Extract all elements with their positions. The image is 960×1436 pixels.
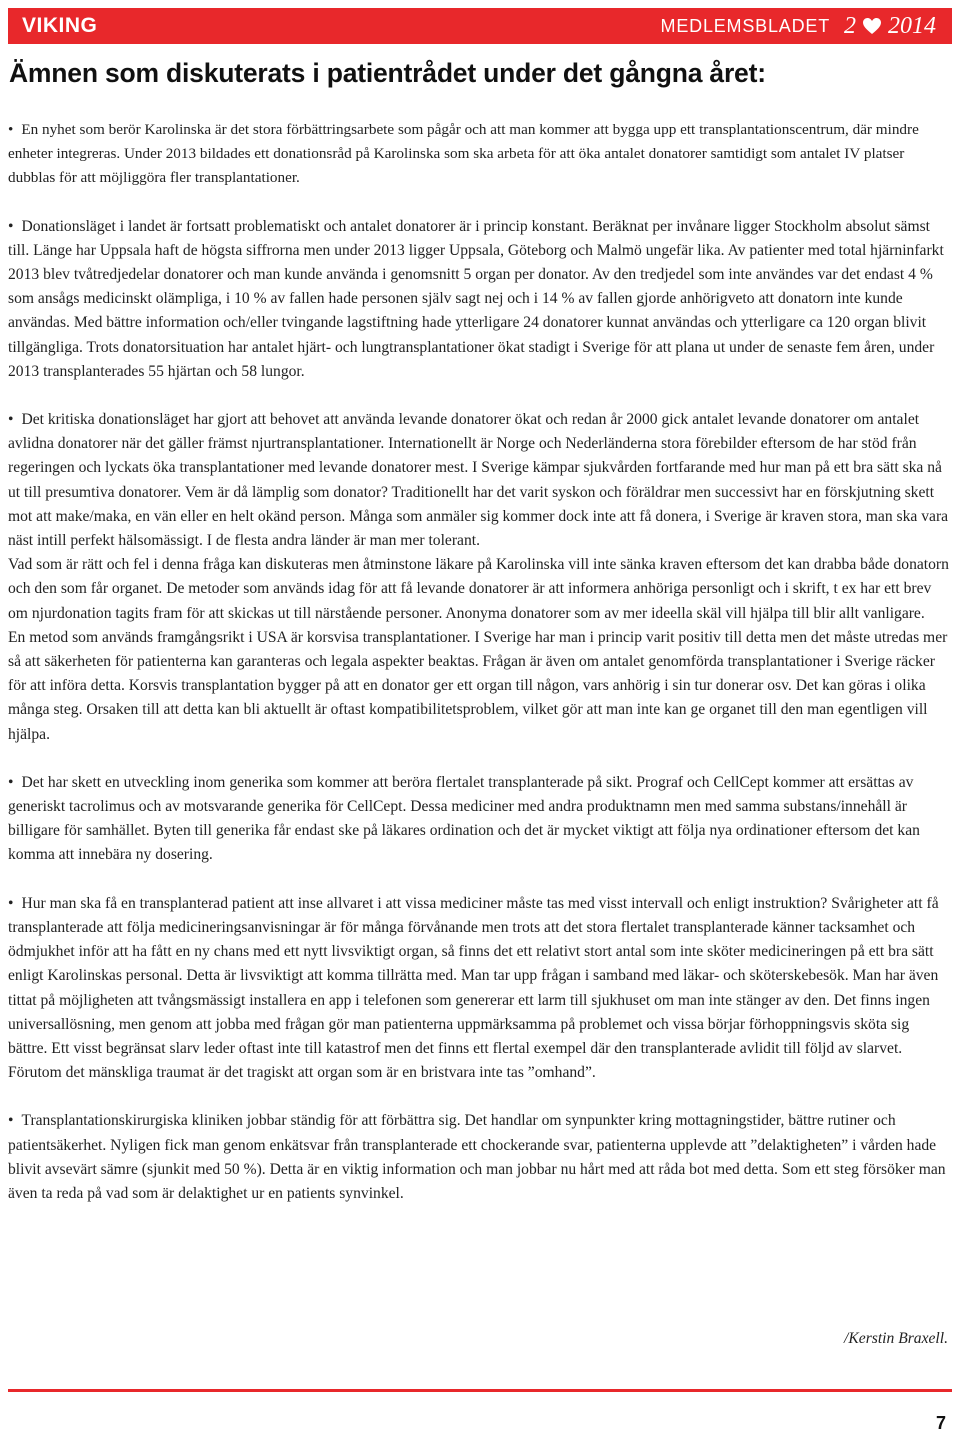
page-number: 7	[935, 1413, 946, 1433]
paragraph-text: Transplantationskirurgiska kliniken jobbar ständig för att förbättra sig. Det handlar om synpunkter kring mottagningstider, bättre rutiner och patientsäkerhet. Nyligen fick man genom enkätsvar från transplanterade ett chockerande svar, patienterna upplevde att ”delaktigheten” i vården hade blivit avsevärt sämre (sjunkit med 50 %). Detta är en viktig information och man jobbar nu hårt med att råda bot med detta. Som ett steg försöker man även ta reda på vad som är delaktighet ur en patients synvinkel.	[8, 1112, 946, 1202]
bullet-marker: •	[8, 217, 14, 235]
bullet-paragraph-2	[8, 215, 950, 384]
bullet-marker: •	[8, 121, 14, 138]
paragraph-5: En metod som används framgångsrikt i USA är korsvisa transplantationer. I Sverige har man i princip varit positiv till detta men det måste utredas mer så att säkerheten för patienterna kan garanteras och legala aspekter beaktas. Frågan är även om antalet genomförda transplantationer i Sverige räcker för att införa detta. Korsvis transplantation bygger på att en donator ger ett organ till någon, vars anhörig i sin tur donerar osv. Det kan göras i olika många steg. Orsaken till att detta kan bli aktuellt är oftast kompatibilitetsproblem, vilket gör att man inte kan ge organet till den man egentligen vill hjälpa.	[8, 628, 948, 743]
paragraph-4: Vad som är rätt och fel i denna fråga kan diskuteras men åtminstone läkare på Karolinska vill inte sänka kraven eftersom det kan drabba både donatorn och den som får organet. De metoder som används idag för att få levande donatorer är att informera anhöriga personligt och i skrift, t ex har ett brev om njurdonation tagits fram för att skickas ut till närstående personer. Anonyma donatorer som av mer ideella skäl vill hjälpa till blir allt vanligare.	[8, 556, 949, 622]
bullet-marker: •	[8, 773, 14, 791]
paragraph-text: Det har skett en utveckling inom generika som kommer att beröra flertalet transplanterade på sikt. Prograf och CellCept kommer att ersättas av generiskt tacrolimus och av motsvarande generika för CellCept. Dessa mediciner med andra produktnamn men med samma substans/innehåll är billigare för samhället. Byten till generika får endast ske på läkares ordination och det är mycket viktigt att följa nya ordinationer eftersom det kan komma att innebära ny dosering.	[8, 773, 920, 864]
article-body	[8, 118, 950, 1230]
bullet-paragraph-3	[8, 408, 950, 553]
author-signature: /Kerstin Braxell.	[844, 1330, 948, 1347]
page-title: Ämnen som diskuterats i patientrådet under det gångna året:	[9, 58, 766, 88]
section-title: VIKING	[22, 14, 98, 37]
heart-icon	[862, 17, 882, 35]
bullet-paragraph-8	[8, 1109, 950, 1206]
paragraph-text: Hur man ska få en transplanterad patient att inse allvaret i att vissa mediciner måste tas med visst intervall och enligt instruktion? Svårigheter att få transplanterade att följa medicineringsanvisningar är för många förvånande men trots att det stora flertalet transplanterade känner tacksamhet och ödmjukhet inför att ha fått en ny chans med ett nytt livsviktigt organ, så finns det ett relativt stort antal som inte sköter medicineringen på ett bra sätt enligt Karolinskas personal. Detta är livsviktigt att komma tillrätta med. Man tar upp frågan i samband med läkar- och sköterskebesök. Man har även tittat på möjligheten att tvångsmässigt installera en app i telefonen som genererar ett larm till sjukhuset om man inte stänger av den. Det finns ingen universallösning, men genom att jobba med frågan gör man patienterna uppmärksamma på problemet och vissa börjar förhoppningsvis sköta sig bättre. Ett visst begränsat slarv leder oftast inte till katastrof men det finns ett flertal exempel där den transplanterade avlidit till följd av slarvet. Förutom det mänskliga traumat är det tragiskt att organ som är en bristvara inte tas ”omhand”.	[8, 894, 939, 1082]
bullet-paragraph-1	[8, 118, 950, 191]
bullet-paragraph-6	[8, 771, 950, 868]
issue-year: 2014	[888, 12, 936, 39]
paragraph-text: En nyhet som berör Karolinska är det stora förbättringsarbete som pågår och att man kommer att bygga upp ett transplantationscentrum, där mindre enheter integreras. Under 2013 bildades ett donationsråd på Karolinska som ska arbeta för att öka antalet donatorer samtidigt som antalet IV platser dubblas för att möjliggöra fler transplantationer.	[8, 121, 919, 187]
paragraph-text: Det kritiska donationsläget har gjort att behovet att använda levande donatorer ökat och redan år 2000 gick antalet levande donatorer om antalet avlidna donatorer när det gäller främst njurtransplantationer. Internationellt är Norge och Nederländerna stora förebilder eftersom de har stöd från regeringen och lyckats öka transplantationer med levande donatorer mest. I Sverige kämpar sjukvården fortfarande med hur man på ett bra sätt ska nå ut till presumtiva donatorer. Vem är då lämplig som donator? Traditionellt har det varit syskon och föräldrar men successivt har en förskjutning skett mot att make/maka, en vän eller en helt okänd person. Många som anmäler sig kommer dock inte att få donera, i Sverige är kraven stora, man ska vara näst intill perfekt hälsomässigt. I de flesta andra länder är man mer tolerant.	[8, 411, 949, 550]
magazine-banner	[8, 8, 952, 44]
bullet-marker: •	[8, 894, 14, 912]
paragraph-text: Donationsläget i landet är fortsatt problematiskt och antalet donatorer är i princip konstant. Beräknat per invånare ligger Stockholm absolut sämst till. Länge har Uppsala haft de högsta siffrorna men under 2013 ligger Uppsala, Göteborg och Malmö ungefär lika. Av patienter med total hjärninfarkt 2013 blev tvåtredjedelar donatorer och man kunde använda i genomsnitt 5 organ per donator. Av den tredjedel som inte användes var det endast 4 % som ansågs medicinskt olämpliga, i 10 % av fallen hade personen själv sagt nej och i 14 % av fallen gjorde anhörigveto att donatorn inte kunde användas. Med bättre information och/eller tvingande lagstiftning hade ytterligare 24 donatorer kunnat användas och ytterligare ca 120 organ blivit tillgängliga. Trots donatorsituation har antalet hjärt- och lungtransplantationer ökat stadigt i Sverige för att plana ut under de senaste fem åren, under 2013 transplanterades 55 hjärtan och 58 lungor.	[8, 217, 944, 380]
bullet-paragraph-7	[8, 892, 950, 1086]
issue-label	[661, 13, 936, 40]
footer-rule	[8, 1389, 952, 1392]
bullet-marker: •	[8, 411, 14, 429]
issue-number: 2	[844, 12, 856, 39]
bullet-marker: •	[8, 1112, 14, 1130]
magazine-name: MEDLEMSBLADET	[660, 15, 830, 36]
